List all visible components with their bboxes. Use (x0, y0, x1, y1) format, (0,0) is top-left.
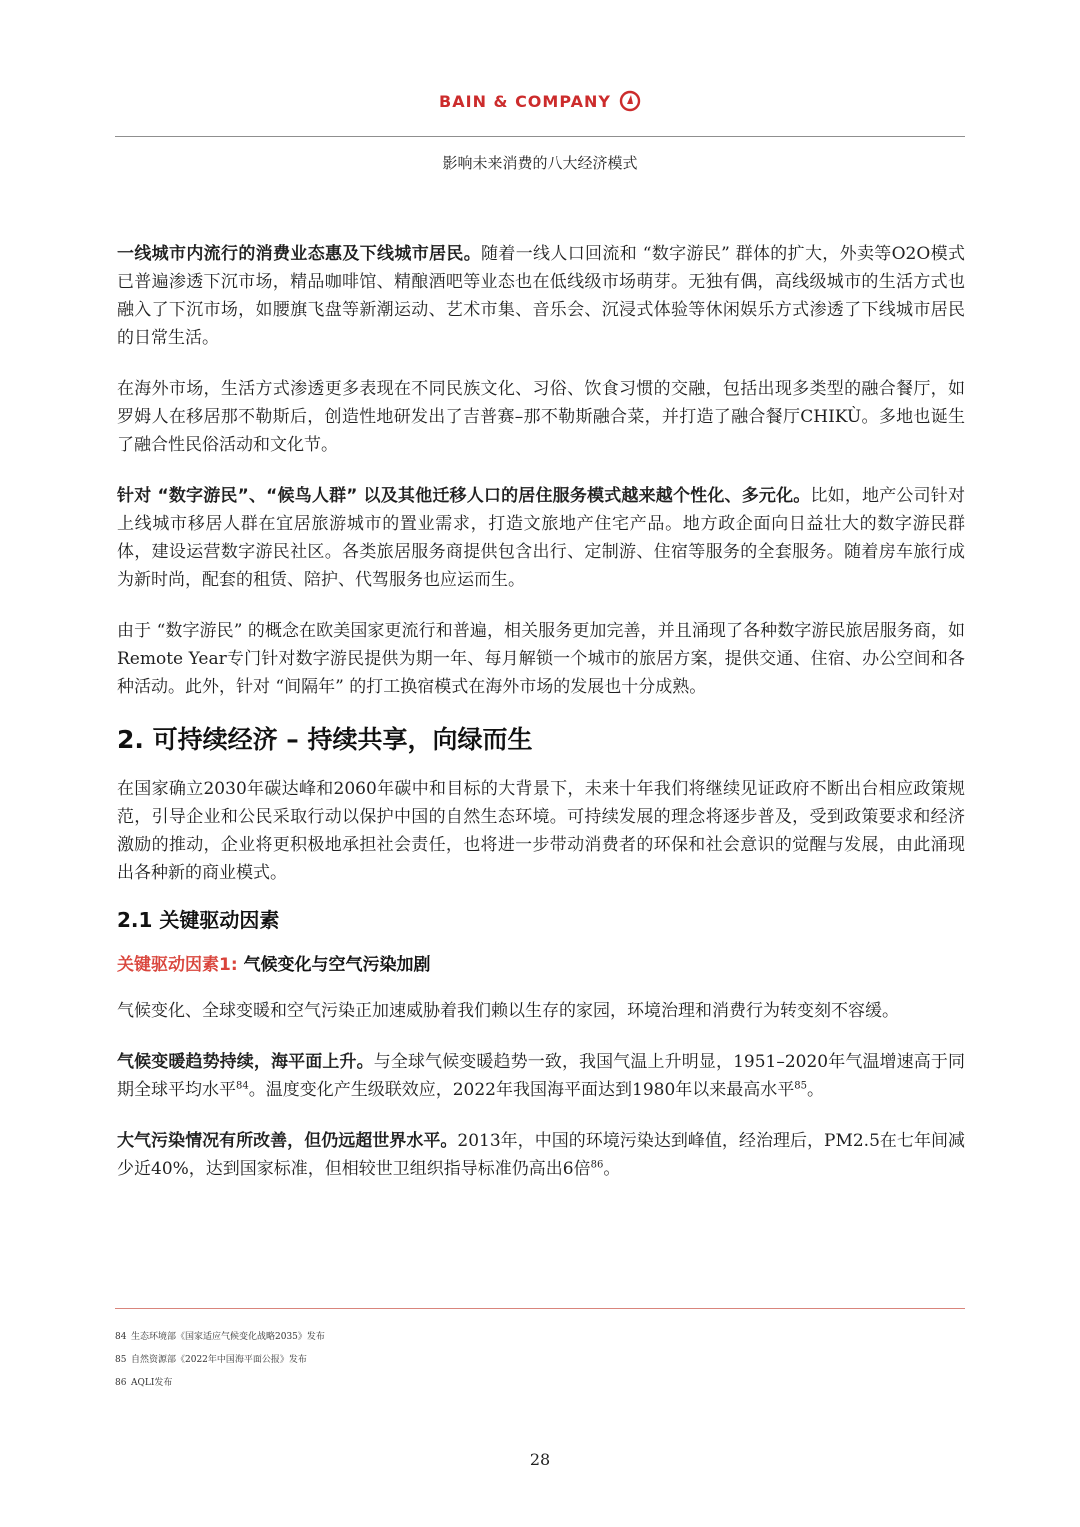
paragraph-text: 在海外市场，生活方式渗透更多表现在不同民族文化、习俗、饮食习惯的交融，包括出现多类型的融合餐厅，如罗姆人在移居那不勒斯后，创造性地研发出了吉普赛–那不勒斯融合菜，并打造了融合餐厅CHIKÙ。多地也诞生了融合性民俗活动和文化节。 (117, 379, 965, 455)
section-heading: 2. 可持续经济 – 持续共享，向绿而生 (117, 725, 533, 754)
footnote-text: 自然资源部《2022年中国海平面公报》发布 (131, 1355, 307, 1365)
footnote-number: 84 (115, 1332, 127, 1342)
paragraph-text: 随着一线人口回流和 “数字游民” 群体的扩大，外卖等O2O模式已普遍渗透下沉市场，精品咖啡馆、精酿酒吧等业态也在低线级市场萌芽。无独有偶，高线级城市的生活方式也融入了下沉市场，如腰旗飞盘等新潮运动、艺术市集、音乐会、沉浸式体验等休闲娱乐方式渗透了下线城市居民的日常生活。 (117, 244, 965, 348)
paragraph-lead: 气候变暖趋势持续，海平面上升。 (117, 1052, 374, 1072)
header-divider (115, 136, 965, 137)
footnote-item (115, 1378, 965, 1389)
driver-intro: 气候变化、全球变暖和空气污染正加速威胁着我们赖以生存的家园，环境治理和消费行为转变刻不容缓。 (117, 1001, 899, 1021)
footnote-ref: 84 (236, 1080, 249, 1092)
brand-name: BAIN & COMPANY (439, 91, 611, 111)
paragraph-lead: 大气污染情况有所改善，但仍远超世界水平。 (117, 1131, 458, 1151)
paragraph-housing-services (117, 482, 965, 594)
footnote-ref: 85 (794, 1080, 807, 1092)
brand-logo (439, 90, 641, 112)
report-subtitle: 影响未来消费的八大经济模式 (442, 154, 638, 172)
footnotes (115, 1332, 965, 1401)
driver-heading (117, 951, 965, 979)
driver-title: 气候变化与空气污染加剧 (243, 955, 431, 975)
footnote-number: 85 (115, 1355, 127, 1365)
page-header (0, 90, 1080, 112)
paragraph-lifestyle-penetration (117, 240, 965, 352)
footnote-ref: 86 (590, 1159, 604, 1171)
footnote-item (115, 1332, 965, 1343)
paragraph-text: 比如，地产公司针对上线城市移居人群在宜居旅游城市的置业需求，打造文旅地产住宅产品。地方政企面向日益壮大的数字游民群体，建设运营数字游民社区。各类旅居服务商提供包含出行、定制游、住宿等服务的全套服务。随着房车旅行成为新时尚，配套的租赁、陪护、代驾服务也应运而生。 (117, 486, 965, 590)
footnote-text: AQLI发布 (131, 1378, 173, 1388)
paragraph-air-pollution (117, 1127, 965, 1183)
paragraph-text: 。温度变化产生级联效应，2022年我国海平面达到1980年以来最高水平 (248, 1080, 795, 1100)
paragraph-text: 与全球气候变暖趋势一致，我国气温上升明显，1951–2020年气温增速高于同期全球平均水平 (117, 1052, 966, 1100)
section-intro: 在国家确立2030年碳达峰和2060年碳中和目标的大背景下，未来十年我们将继续见证政府不断出台相应政策规范，引导企业和公民采取行动以保护中国的自然生态环境。可持续发展的理念将逐步普及，受到政策要求和经济激励的推动，企业将更积极地承担社会责任，也将进一步带动消费者的环保和社会意识的觉醒与发展，由此涌现出各种新的商业模式。 (117, 779, 965, 883)
page-number: 28 (529, 1450, 551, 1469)
footnote-text: 生态环境部《国家适应气候变化战略2035》发布 (131, 1332, 325, 1342)
paragraph-warming-trend (117, 1048, 965, 1104)
paragraph-lead: 针对 “数字游民”、“候鸟人群” 以及其他迁移人口的居住服务模式越来越个性化、多元化。 (117, 486, 811, 506)
paragraph-text: 。 (603, 1159, 621, 1179)
page-body (117, 240, 965, 1183)
compass-logo-icon (619, 90, 641, 112)
driver-label: 关键驱动因素1: (117, 955, 238, 975)
paragraph-text: 。 (807, 1080, 824, 1100)
paragraph-lead: 一线城市内流行的消费业态惠及下线城市居民。 (117, 244, 482, 264)
footnote-item (115, 1355, 965, 1366)
paragraph-text: 2013年，中国的环境污染达到峰值，经治理后，PM2.5在七年间减少近40%，达到国家标准，但相较世卫组织指导标准仍高出6倍 (117, 1131, 965, 1179)
paragraph-digital-nomad-services (117, 617, 965, 701)
subsection-heading: 2.1 关键驱动因素 (117, 908, 280, 932)
footnote-number: 86 (115, 1378, 127, 1388)
footnote-divider (115, 1308, 965, 1309)
paragraph-overseas-fusion (117, 375, 965, 459)
paragraph-text: 由于 “数字游民” 的概念在欧美国家更流行和普遍，相关服务更加完善，并且涌现了各种数字游民旅居服务商，如Remote Year专门针对数字游民提供为期一年、每月解锁一个城市的旅居方案，提供交通、住宿、办公空间和各种活动。此外，针对 “间隔年” 的打工换宿模式在海外市场的发展也十分成熟。 (117, 621, 965, 697)
